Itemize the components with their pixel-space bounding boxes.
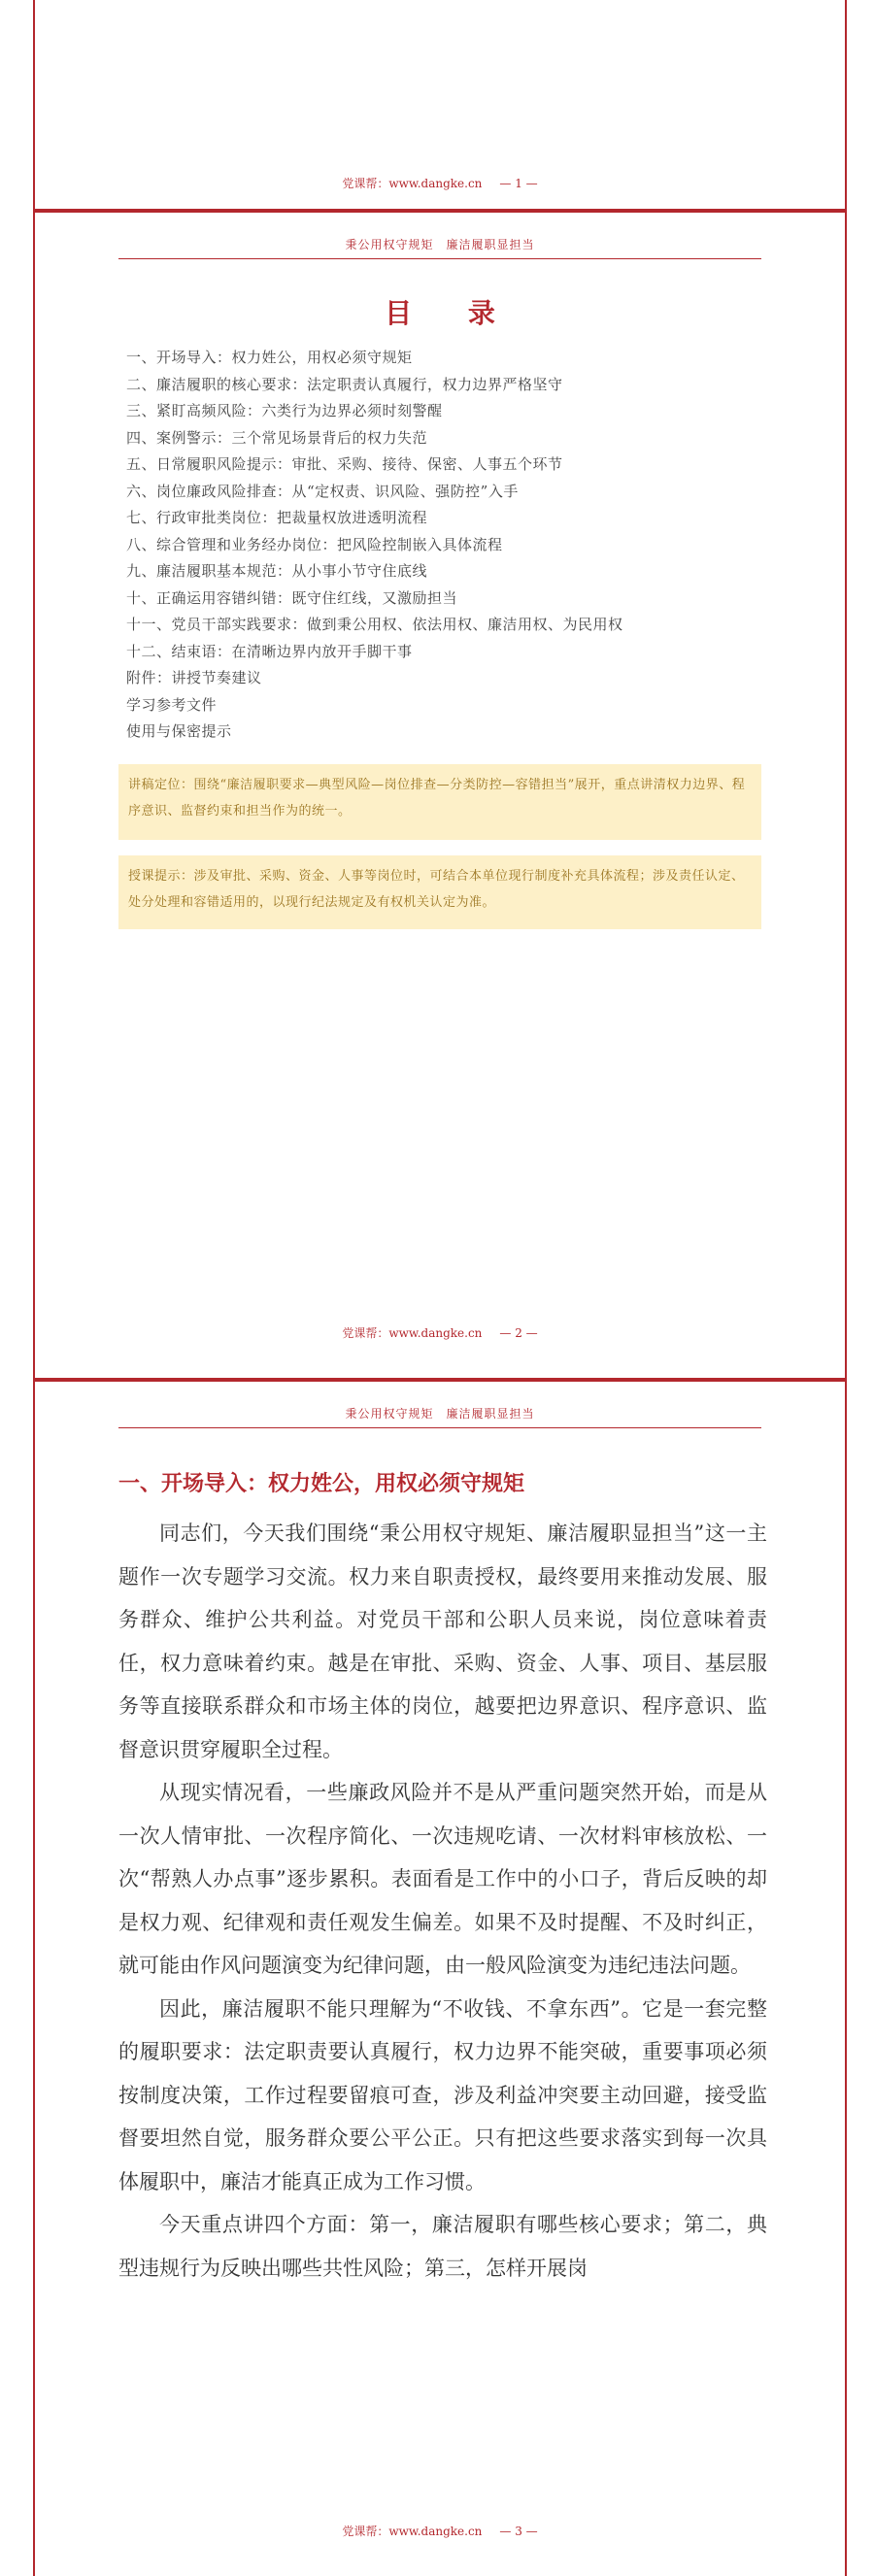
running-header: 秉公用权守规矩 廉洁履职显担当: [118, 1405, 761, 1428]
toc-item[interactable]: 七、行政审批类岗位：把裁量权放进透明流程: [126, 509, 428, 526]
footer-site: 党课帮：www.dangke.cn: [342, 2525, 483, 2538]
footer-site: 党课帮：www.dangke.cn: [342, 177, 483, 190]
page-number: — 3 —: [499, 2525, 538, 2538]
toc-item[interactable]: 四、案例警示：三个常见场景背后的权力失范: [126, 428, 428, 447]
toc-item[interactable]: 学习参考文件: [126, 695, 218, 714]
toc-item[interactable]: 八、综合管理和业务经办岗位：把风险控制嵌入具体流程: [126, 535, 503, 553]
page-footer: [35, 1324, 845, 1341]
page-number: — 1 —: [499, 177, 538, 190]
toc-item[interactable]: 九、廉洁履职基本规范：从小事小节守住底线: [126, 562, 428, 580]
footer-site: 党课帮：www.dangke.cn: [342, 1326, 483, 1340]
section-heading: 一、开场导入：权力姓公，用权必须守规矩: [118, 1472, 525, 1496]
toc-item[interactable]: 附件：讲授节奏建议: [126, 669, 262, 686]
toc-item[interactable]: 六、岗位廉政风险排查：从“定权责、识风险、强防控”入手: [126, 482, 519, 500]
body-paragraph: 从现实情况看，一些廉政风险并不是从严重问题突然开始，而是从一次人情审批、一次程序简化、一次违规吃请、一次材料审核放松、一次“帮熟人办点事”逐步累积。表面看是工作中的小口子，背后反映的却是权力观、纪律观和责任观发生偏差。如果不及时提醒、不及时纠正，就可能由作风问题演变为纪律问题，由一般风险演变为违纪违法问题。: [118, 1781, 767, 1977]
page-2: [33, 211, 847, 1380]
positioning-note: 讲稿定位：围绕“廉洁履职要求—典型风险—岗位排查—分类防控—容错担当”展开，重点讲清权力边界、程序意识、监督约束和担当作为的统一。: [118, 764, 761, 840]
body-paragraph: 同志们，今天我们围绕“秉公用权守规矩、廉洁履职显担当”这一主题作一次专题学习交流。权力来自职责授权，最终要用来推动发展、服务群众、维护公共利益。对党员干部和公职人员来说，岗位意味着责任，权力意味着约束。越是在审批、采购、资金、人事、项目、基层服务等直接联系群众和市场主体的岗位，越要把边界意识、程序意识、监督意识贯穿履职全过程。: [118, 1522, 767, 1761]
section-body: [118, 1512, 767, 2290]
body-paragraph: 今天重点讲四个方面：第一，廉洁履职有哪些核心要求；第二，典型违规行为反映出哪些共性风险；第三，怎样开展岗: [118, 2213, 767, 2280]
body-paragraph: 因此，廉洁履职不能只理解为“不收钱、不拿东西”。它是一套完整的履职要求：法定职责要认真履行，权力边界不能突破，重要事项必须按制度决策，工作过程要留痕可查，涉及利益冲突要主动回避，接受监督要坦然自觉，服务群众要公平公正。只有把这些要求落实到每一次具体履职中，廉洁才能真正成为工作习惯。: [118, 1996, 767, 2193]
toc-item[interactable]: 二、廉洁履职的核心要求：法定职责认真履行，权力边界严格坚守: [126, 375, 563, 393]
toc-item[interactable]: 一、开场导入：权力姓公，用权必须守规矩: [126, 349, 413, 366]
toc-item[interactable]: 十、正确运用容错纠错：既守住红线，又激励担当: [126, 588, 458, 607]
page-number: — 2 —: [499, 1326, 538, 1340]
toc-title: 目 录: [385, 297, 519, 329]
page-3: [33, 1380, 847, 2576]
toc-item[interactable]: 十一、党员干部实践要求：做到秉公用权、依法用权、廉洁用权、为民用权: [126, 616, 623, 633]
page-footer: [35, 175, 845, 191]
teaching-tip-note: 授课提示：涉及审批、采购、资金、人事等岗位时，可结合本单位现行制度补充具体流程；涉及责任认定、处分处理和容错适用的，以现行纪法规定及有权机关认定为准。: [118, 855, 761, 929]
running-header: 秉公用权守规矩 廉洁履职显担当: [118, 236, 761, 259]
page-footer: [35, 2523, 845, 2539]
toc-item[interactable]: 使用与保密提示: [126, 722, 232, 740]
toc-item[interactable]: 五、日常履职风险提示：审批、采购、接待、保密、人事五个环节: [126, 455, 563, 473]
toc-item[interactable]: 三、紧盯高频风险：六类行为边界必须时刻警醒: [126, 402, 443, 419]
page-1: [33, 0, 847, 211]
toc-item[interactable]: 十二、结束语：在清晰边界内放开手脚干事: [126, 642, 413, 660]
toc-list: [126, 345, 767, 746]
